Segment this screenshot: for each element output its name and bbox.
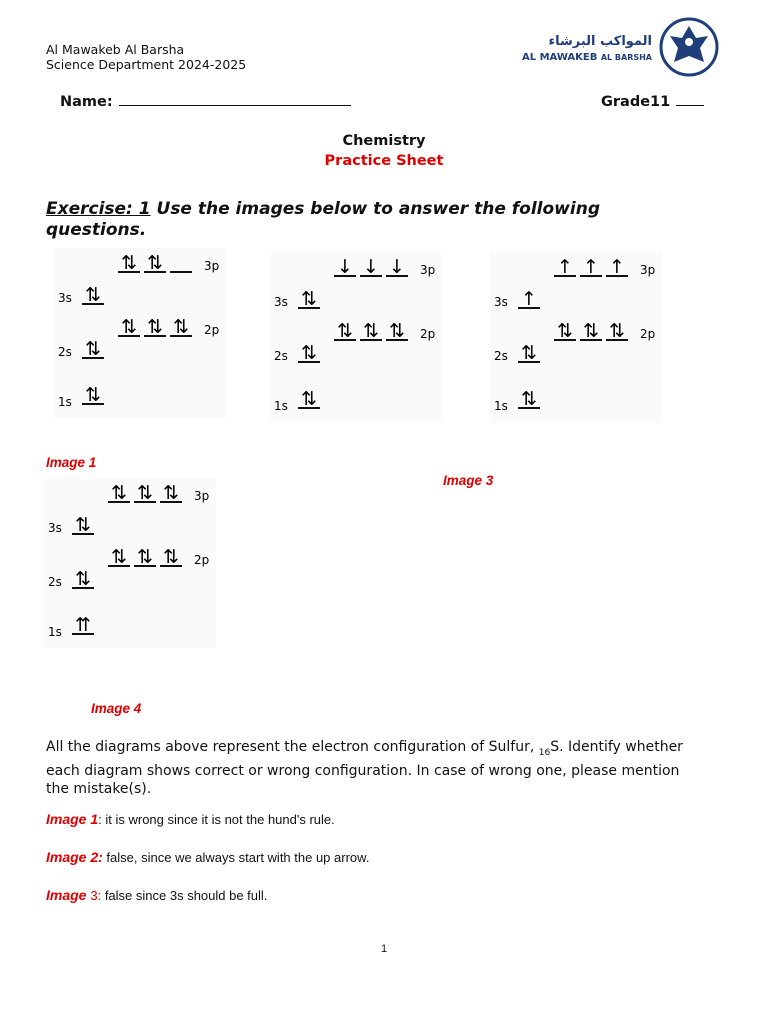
image2-label-1s: 1s [274, 399, 288, 413]
orbital-diagram-image2 [270, 252, 442, 422]
image3-label-2p: 2p [640, 327, 656, 341]
question-text [46, 738, 686, 798]
image4-caption: Image 4 [91, 701, 142, 716]
logo-arabic-text: المواكب البرشاء [548, 34, 652, 49]
orbital-diagram-image4 [44, 478, 216, 648]
department-year: Science Department 2024-2025 [46, 57, 247, 72]
image4-3p-orbital-3-electrons: ⇅ [163, 482, 179, 504]
image1-2p-orbital-1-electrons: ⇅ [121, 316, 137, 338]
image2-3p-orbital-3-electrons: ↓ [389, 256, 405, 278]
student-name-field [60, 91, 351, 110]
image2-3p-orbital-2-electrons: ↓ [363, 256, 379, 278]
atomic-number-subscript: 16 [538, 747, 551, 758]
school-name: Al Mawakeb Al Barsha [46, 42, 185, 57]
answer-separator: : [98, 812, 102, 827]
exercise-instruction: Use the images below to answer the following questions. [46, 199, 600, 240]
logo-english-sub: AL BARSHA [600, 53, 652, 62]
logo-english-text [522, 52, 652, 63]
answer-text: false, since we always start with the up arrow. [102, 850, 370, 865]
image3-label-3p: 3p [640, 263, 656, 277]
image3-3p-orbital-2-electrons: ↑ [583, 256, 599, 278]
image2-label-2s: 2s [274, 349, 288, 363]
image4-label-2s: 2s [48, 575, 62, 589]
school-info [46, 42, 246, 72]
answer-image1 [46, 811, 335, 827]
image1-label-3s: 3s [58, 291, 72, 305]
image4-label-3p: 3p [194, 489, 210, 503]
image1-3p-orbital-2-electrons: ⇅ [147, 252, 163, 274]
image3-2s-orbital-electrons: ⇅ [521, 342, 537, 364]
image1-label-2s: 2s [58, 345, 72, 359]
image1-2s-orbital-electrons: ⇅ [85, 338, 101, 360]
image2-2p-orbital-3-electrons: ⇅ [389, 320, 405, 342]
answer-text: it is wrong since it is not the hund's rule. [101, 812, 335, 827]
image1-2p-orbital-2-electrons: ⇅ [147, 316, 163, 338]
grade-blank[interactable] [676, 91, 704, 106]
image2-label-3s: 3s [274, 295, 288, 309]
image4-1s-orbital-electrons: ⇈ [75, 614, 91, 636]
image4-label-2p: 2p [194, 553, 210, 567]
answer-text: false since 3s should be full. [101, 888, 268, 903]
exercise-heading [46, 199, 686, 241]
image3-caption: Image 3 [443, 473, 494, 488]
image4-label-3s: 3s [48, 521, 62, 535]
image2-3p-orbital-1-electrons: ↓ [337, 256, 353, 278]
image4-3p-orbital-2-electrons: ⇅ [137, 482, 153, 504]
image2-2p-orbital-1-electrons: ⇅ [337, 320, 353, 342]
sheet-title: Practice Sheet [324, 153, 444, 169]
image4-label-1s: 1s [48, 625, 62, 639]
subject-title: Chemistry [342, 133, 426, 149]
image3-3p-orbital-1-electrons: ↑ [557, 256, 573, 278]
image3-label-2s: 2s [494, 349, 508, 363]
logo-english-main: AL MAWAKEB [521, 52, 598, 63]
orbital-diagram-image3 [490, 252, 662, 422]
name-blank[interactable] [119, 91, 351, 106]
image2-2s-orbital-electrons: ⇅ [301, 342, 317, 364]
image2-label-3p: 3p [420, 263, 436, 277]
image1-label-1s: 1s [58, 395, 72, 409]
answer-image3 [46, 887, 267, 903]
question-part1: All the diagrams above represent the electron configuration of Sulfur, [46, 739, 539, 755]
image4-2s-orbital-electrons: ⇅ [75, 568, 91, 590]
answer-image2 [46, 849, 369, 865]
image4-3s-orbital-electrons: ⇅ [75, 514, 91, 536]
answer-label: Image 2: [46, 849, 103, 865]
grade-field [601, 91, 704, 110]
image3-label-3s: 3s [494, 295, 508, 309]
image4-3p-orbital-1-electrons: ⇅ [111, 482, 127, 504]
grade-label: Grade11 [601, 94, 671, 110]
image3-label-1s: 1s [494, 399, 508, 413]
answer-label: Image [46, 887, 91, 903]
image3-1s-orbital-electrons: ⇅ [521, 388, 537, 410]
image1-3s-orbital-electrons: ⇅ [85, 284, 101, 306]
question-part2: S. Identify whether each diagram shows correct or wrong configuration. In case of wrong one, please mention the mistake(s). [46, 739, 683, 797]
image3-2p-orbital-2-electrons: ⇅ [583, 320, 599, 342]
image2-2p-orbital-2-electrons: ⇅ [363, 320, 379, 342]
image1-label-2p: 2p [204, 323, 220, 337]
image1-3p-orbital-1-electrons: ⇅ [121, 252, 137, 274]
image1-2p-orbital-3-electrons: ⇅ [173, 316, 189, 338]
image1-label-3p: 3p [204, 259, 220, 273]
image2-3s-orbital-electrons: ⇅ [301, 288, 317, 310]
image2-label-2p: 2p [420, 327, 436, 341]
image4-2p-orbital-1-electrons: ⇅ [111, 546, 127, 568]
image3-2p-orbital-3-electrons: ⇅ [609, 320, 625, 342]
answer-label: Image 1 [46, 811, 99, 827]
image1-caption: Image 1 [46, 455, 97, 470]
school-logo [521, 16, 720, 78]
image3-3p-orbital-3-electrons: ↑ [609, 256, 625, 278]
answer-separator: 3: [90, 888, 102, 903]
exercise-label: Exercise: 1 [46, 199, 151, 219]
eagle-emblem-icon [658, 16, 720, 78]
page-number: 1 [380, 943, 388, 955]
image3-3s-orbital-electrons: ↑ [521, 288, 537, 310]
image2-1s-orbital-electrons: ⇅ [301, 388, 317, 410]
image3-2p-orbital-1-electrons: ⇅ [557, 320, 573, 342]
image4-2p-orbital-3-electrons: ⇅ [163, 546, 179, 568]
image4-2p-orbital-2-electrons: ⇅ [137, 546, 153, 568]
orbital-diagram-image1 [54, 248, 226, 418]
name-label: Name: [60, 94, 113, 110]
image1-1s-orbital-electrons: ⇅ [85, 384, 101, 406]
